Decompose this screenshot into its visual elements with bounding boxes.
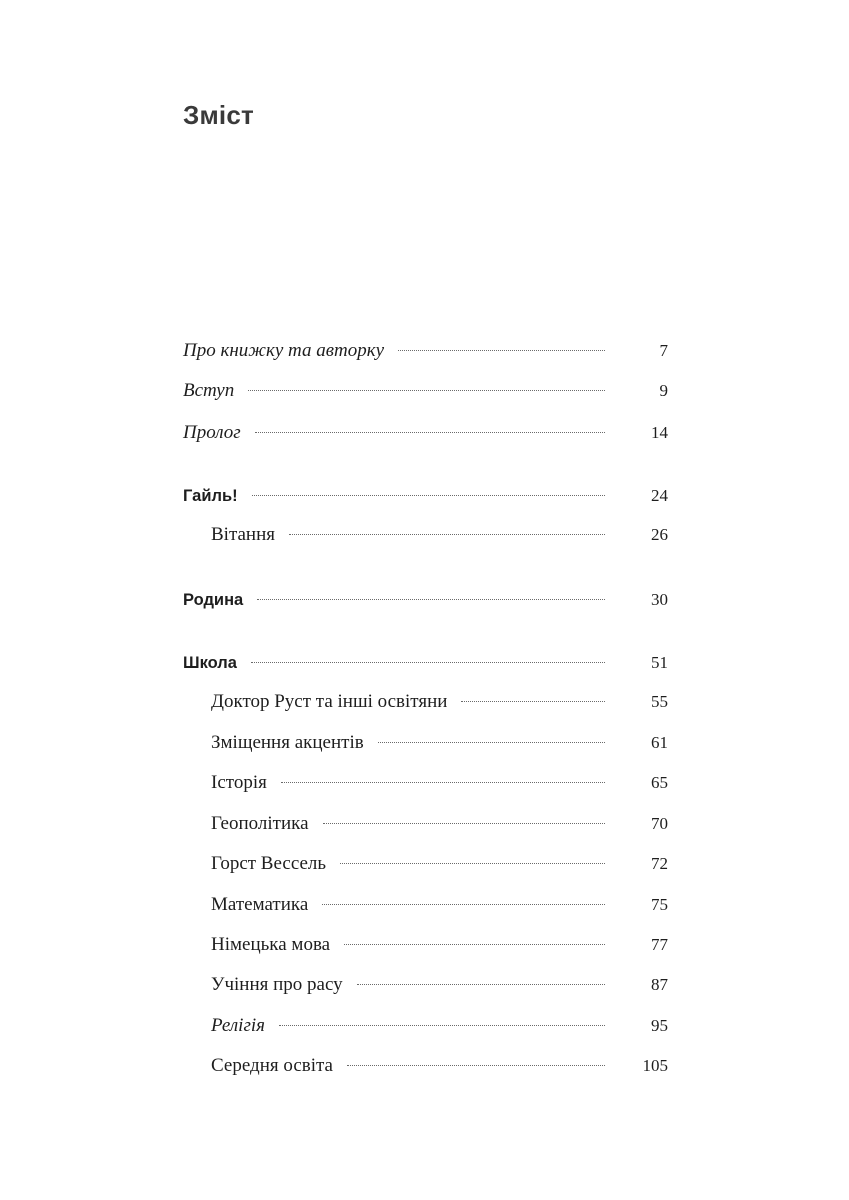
toc-entry-label: Гайль! xyxy=(183,487,238,505)
toc-leader-area xyxy=(326,851,634,877)
toc-entry-page: 26 xyxy=(651,525,668,544)
toc-entry[interactable] xyxy=(211,932,668,958)
toc-entry[interactable] xyxy=(211,851,668,877)
toc-entry-label: Про книжку та авторку xyxy=(183,340,385,361)
toc-dot-leader xyxy=(257,599,605,600)
toc-leader-area xyxy=(241,420,634,446)
toc-dot-leader xyxy=(279,1025,605,1026)
toc-entry-page: 7 xyxy=(659,341,668,360)
toc-entry[interactable] xyxy=(211,972,668,998)
toc-entry-label: Зміщення акцентів xyxy=(211,732,364,753)
toc-entry-label: Родина xyxy=(183,591,244,609)
toc-entry-label: Вступ xyxy=(183,380,235,401)
toc-entry-page: 61 xyxy=(651,733,668,752)
toc-leader-area xyxy=(330,932,634,958)
toc-dot-leader xyxy=(344,944,605,945)
toc-dot-leader xyxy=(398,350,605,351)
toc-entry-label: Горст Вессель xyxy=(211,853,327,874)
toc-entry-label: Геополітика xyxy=(211,813,309,834)
toc-entry[interactable] xyxy=(211,811,668,837)
toc-leader-area xyxy=(364,730,634,756)
toc-entry-page: 70 xyxy=(651,814,668,833)
page-title: Зміст xyxy=(183,100,254,130)
toc-entry-page: 24 xyxy=(651,486,668,505)
toc-entry-page: 77 xyxy=(651,935,668,954)
toc-entry-label: Доктор Руст та інші освітяни xyxy=(211,691,448,712)
toc-dot-leader xyxy=(289,534,605,535)
toc-entry-label: Вітання xyxy=(211,524,275,545)
toc-dot-leader xyxy=(255,432,605,433)
toc-entry[interactable] xyxy=(183,650,668,676)
toc-entry-page: 87 xyxy=(651,975,668,994)
toc-entry-page: 30 xyxy=(651,590,668,609)
toc-entry[interactable] xyxy=(211,730,668,756)
toc-dot-leader xyxy=(252,495,605,496)
toc-leader-area xyxy=(237,650,634,676)
toc-entry-page: 65 xyxy=(651,773,668,792)
toc-entry[interactable] xyxy=(211,770,668,796)
toc-dot-leader xyxy=(248,390,605,391)
toc-entry[interactable] xyxy=(211,892,668,918)
toc-leader-area xyxy=(243,587,634,613)
toc-entry-label: Учіння про расу xyxy=(211,974,343,995)
toc-leader-area xyxy=(343,972,634,998)
toc-entry[interactable] xyxy=(183,338,668,364)
toc-leader-area xyxy=(308,892,634,918)
toc-entry-page: 72 xyxy=(651,854,668,873)
toc-entry[interactable] xyxy=(211,689,668,715)
toc-entry-label: Пролог xyxy=(183,422,241,443)
toc-entry-page: 51 xyxy=(651,653,668,672)
toc-entry-label: Німецька мова xyxy=(211,934,331,955)
toc-leader-area xyxy=(238,483,634,509)
toc-entry-label: Математика xyxy=(211,894,309,915)
toc-entry[interactable] xyxy=(183,420,668,446)
toc-entry[interactable] xyxy=(183,378,668,404)
toc-entry[interactable] xyxy=(211,522,668,548)
toc-entry-page: 55 xyxy=(651,692,668,711)
toc-dot-leader xyxy=(357,984,605,985)
toc-entry-page: 14 xyxy=(651,423,668,442)
toc-entry-label: Історія xyxy=(211,772,267,793)
toc-dot-leader xyxy=(340,863,605,864)
toc-leader-area xyxy=(384,338,634,364)
toc-entry-page: 9 xyxy=(659,381,668,400)
toc-entry-page: 95 xyxy=(651,1016,668,1035)
toc-dot-leader xyxy=(281,782,605,783)
toc-entry[interactable] xyxy=(183,483,668,509)
toc-dot-leader xyxy=(322,904,605,905)
toc-leader-area xyxy=(333,1053,634,1079)
toc-leader-area xyxy=(275,522,634,548)
toc-dot-leader xyxy=(461,701,605,702)
toc-leader-area xyxy=(234,378,634,404)
toc-dot-leader xyxy=(347,1065,605,1066)
toc-entry[interactable] xyxy=(211,1053,668,1079)
toc-leader-area xyxy=(447,689,634,715)
toc-dot-leader xyxy=(251,662,605,663)
toc-entry[interactable] xyxy=(211,1013,668,1039)
toc-entry-page: 105 xyxy=(642,1056,668,1075)
toc-entry-label: Середня освіта xyxy=(211,1055,333,1076)
toc-entry[interactable] xyxy=(183,587,668,613)
toc-leader-area xyxy=(265,1013,634,1039)
toc-dot-leader xyxy=(323,823,606,824)
toc-entry-page: 75 xyxy=(651,895,668,914)
toc-dot-leader xyxy=(378,742,605,743)
toc-leader-area xyxy=(267,770,634,796)
toc-entry-label: Школа xyxy=(183,654,237,672)
toc-leader-area xyxy=(309,811,635,837)
toc-entry-label: Релігія xyxy=(211,1015,265,1036)
